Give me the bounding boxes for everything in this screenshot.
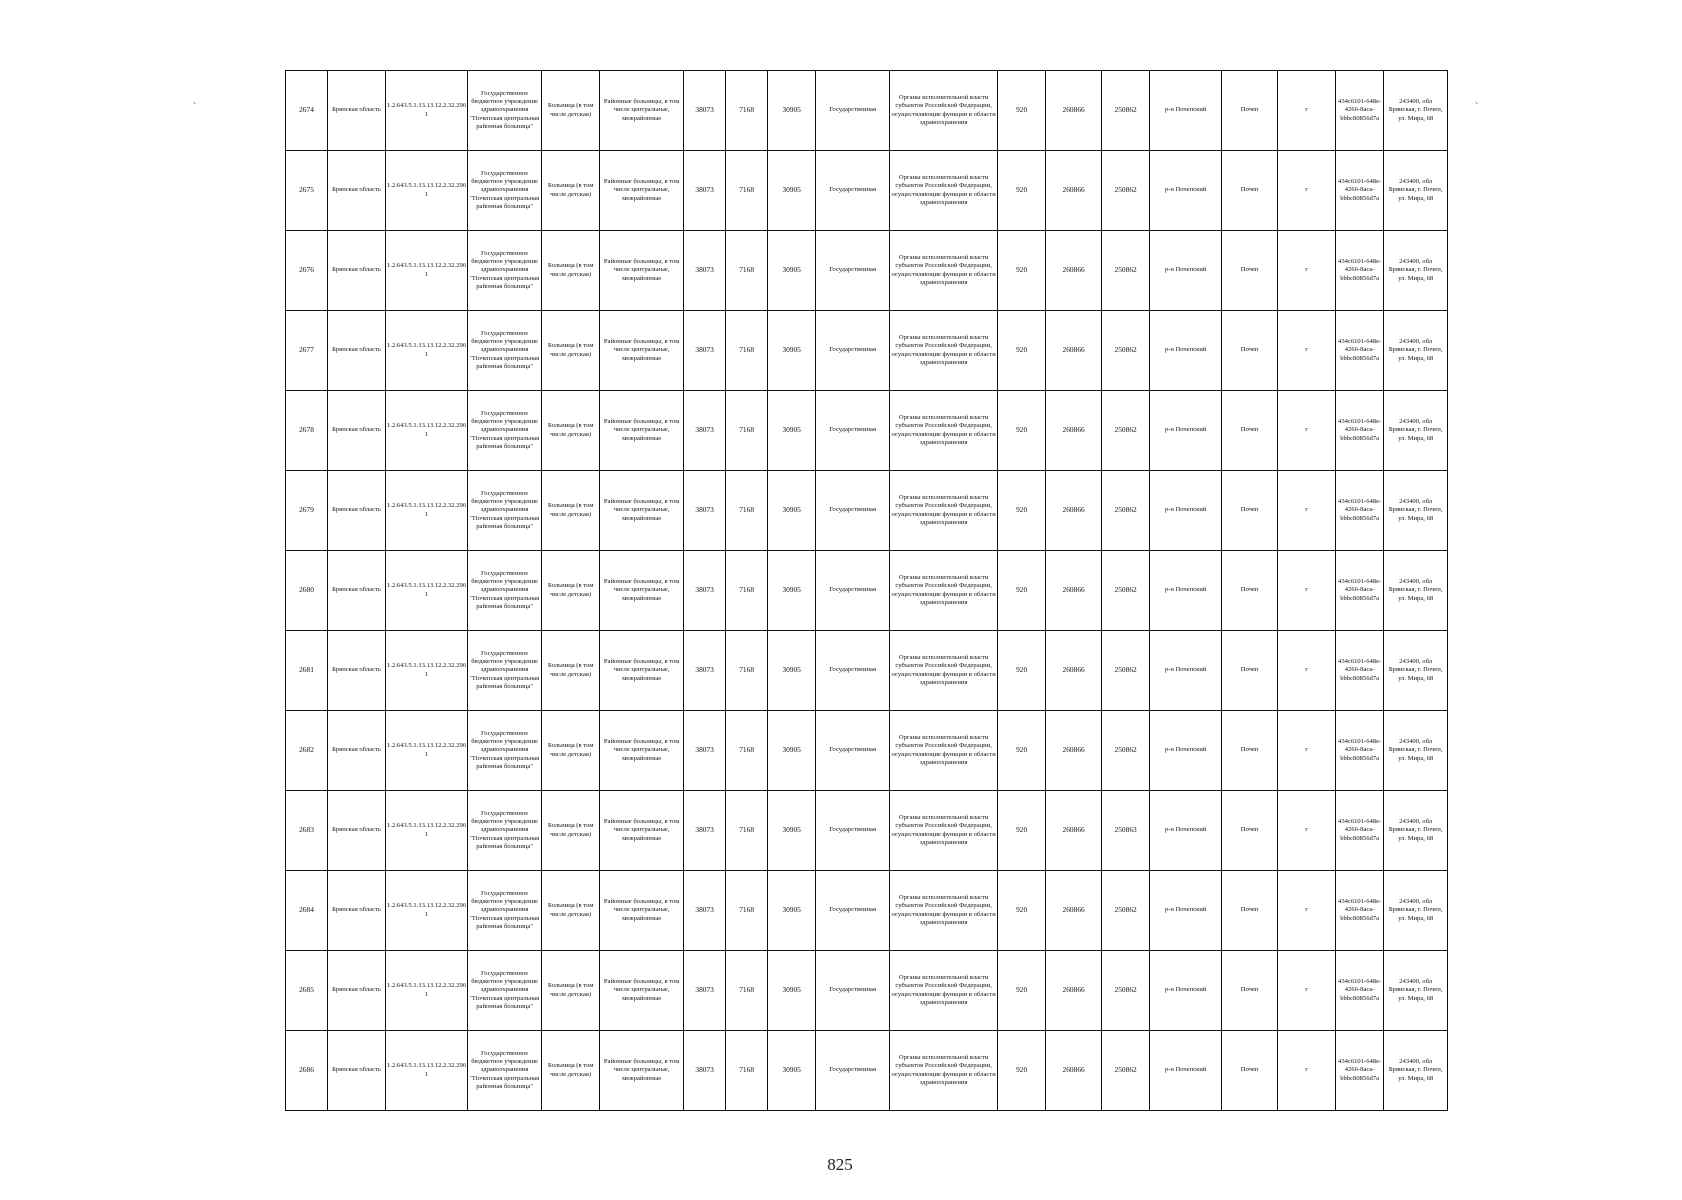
cell-row-id: 2683	[286, 791, 328, 871]
cell-org-type: Больница (в том числе детская)	[542, 871, 600, 951]
cell-guid: 434c6101-648e-4266-8aca-bbbc80856d7a	[1336, 471, 1384, 551]
cell-row-id: 2686	[286, 1031, 328, 1111]
cell-ownership: Государственная	[816, 791, 890, 871]
cell-org-type: Больница (в том числе детская)	[542, 1031, 600, 1111]
cell-row-id: 2684	[286, 871, 328, 951]
cell-ownership: Государственная	[816, 391, 890, 471]
cell-n6: 250862	[1102, 871, 1150, 951]
cell-region: Брянская область	[328, 71, 386, 151]
cell-ownership: Государственная	[816, 311, 890, 391]
cell-region: Брянская область	[328, 551, 386, 631]
cell-city-type: г	[1278, 311, 1336, 391]
cell-ownership: Государственная	[816, 631, 890, 711]
cell-n3: 30905	[768, 551, 816, 631]
cell-code: 1.2.643.5.1.13.13.12.2.32.296 1	[386, 71, 468, 151]
cell-address: 243400, обл Брянская, г. Почеп, ул. Мира, 68	[1384, 951, 1448, 1031]
cell-category: Районные больницы, в том числе центральные, межрайонные	[600, 951, 684, 1031]
cell-n3: 30905	[768, 471, 816, 551]
cell-address: 243400, обл Брянская, г. Почеп, ул. Мира, 68	[1384, 311, 1448, 391]
cell-ownership: Государственная	[816, 871, 890, 951]
cell-authority: Органы исполнительной власти субъектов Российской Федерации, осуществляющие функции в области здравоохранения	[890, 631, 998, 711]
cell-n3: 30905	[768, 711, 816, 791]
cell-city: Почеп	[1222, 871, 1278, 951]
cell-city-type: г	[1278, 471, 1336, 551]
table-row	[286, 951, 1448, 1031]
cell-org-name: Государственное бюджетное учреждение здравоохранения "Почепская центральная районная больница"	[468, 711, 542, 791]
cell-guid: 434c6101-648e-4266-8aca-bbbc80856d7a	[1336, 791, 1384, 871]
cell-n2: 7168	[726, 151, 768, 231]
cell-address: 243400, обл Брянская, г. Почеп, ул. Мира, 68	[1384, 151, 1448, 231]
cell-n3: 30905	[768, 231, 816, 311]
cell-category: Районные больницы, в том числе центральные, межрайонные	[600, 551, 684, 631]
cell-org-type: Больница (в том числе детская)	[542, 791, 600, 871]
cell-code: 1.2.643.5.1.13.13.12.2.32.296 1	[386, 151, 468, 231]
cell-district: р-н Почепский	[1150, 951, 1222, 1031]
cell-n4: 920	[998, 151, 1046, 231]
cell-org-name: Государственное бюджетное учреждение здравоохранения "Почепская центральная районная больница"	[468, 71, 542, 151]
cell-address: 243400, обл Брянская, г. Почеп, ул. Мира, 68	[1384, 711, 1448, 791]
cell-code: 1.2.643.5.1.13.13.12.2.32.296 1	[386, 951, 468, 1031]
cell-region: Брянская область	[328, 951, 386, 1031]
cell-n5: 260866	[1046, 151, 1102, 231]
cell-org-type: Больница (в том числе детская)	[542, 551, 600, 631]
cell-ownership: Государственная	[816, 1031, 890, 1111]
cell-n4: 920	[998, 551, 1046, 631]
cell-n6: 250863	[1102, 791, 1150, 871]
cell-city: Почеп	[1222, 151, 1278, 231]
cell-n2: 7168	[726, 711, 768, 791]
cell-org-name: Государственное бюджетное учреждение здравоохранения "Почепская центральная районная больница"	[468, 391, 542, 471]
cell-category: Районные больницы, в том числе центральные, межрайонные	[600, 391, 684, 471]
cell-district: р-н Почепский	[1150, 311, 1222, 391]
cell-org-name: Государственное бюджетное учреждение здравоохранения "Почепская центральная районная больница"	[468, 551, 542, 631]
cell-city: Почеп	[1222, 311, 1278, 391]
cell-n2: 7168	[726, 631, 768, 711]
cell-n5: 260866	[1046, 471, 1102, 551]
cell-address: 243400, обл Брянская, г. Почеп, ул. Мира, 68	[1384, 791, 1448, 871]
cell-n5: 260866	[1046, 551, 1102, 631]
cell-n1: 38073	[684, 311, 726, 391]
cell-row-id: 2676	[286, 231, 328, 311]
cell-region: Брянская область	[328, 231, 386, 311]
table-row	[286, 151, 1448, 231]
cell-org-type: Больница (в том числе детская)	[542, 231, 600, 311]
cell-district: р-н Почепский	[1150, 391, 1222, 471]
cell-code: 1.2.643.5.1.13.13.12.2.32.296 1	[386, 711, 468, 791]
cell-n3: 30905	[768, 71, 816, 151]
cell-n2: 7168	[726, 71, 768, 151]
cell-code: 1.2.643.5.1.13.13.12.2.32.296 1	[386, 791, 468, 871]
cell-address: 243400, обл Брянская, г. Почеп, ул. Мира, 68	[1384, 391, 1448, 471]
table-row	[286, 311, 1448, 391]
cell-authority: Органы исполнительной власти субъектов Российской Федерации, осуществляющие функции в области здравоохранения	[890, 471, 998, 551]
cell-city: Почеп	[1222, 471, 1278, 551]
cell-guid: 434c6101-648e-4266-8aca-bbbc80856d7a	[1336, 631, 1384, 711]
cell-code: 1.2.643.5.1.13.13.12.2.32.296 1	[386, 471, 468, 551]
cell-row-id: 2679	[286, 471, 328, 551]
cell-code: 1.2.643.5.1.13.13.12.2.32.296 1	[386, 231, 468, 311]
cell-org-type: Больница (в том числе детская)	[542, 711, 600, 791]
cell-category: Районные больницы, в том числе центральные, межрайонные	[600, 711, 684, 791]
cell-address: 243400, обл Брянская, г. Почеп, ул. Мира, 68	[1384, 871, 1448, 951]
cell-ownership: Государственная	[816, 471, 890, 551]
cell-ownership: Государственная	[816, 951, 890, 1031]
cell-n6: 250862	[1102, 1031, 1150, 1111]
cell-authority: Органы исполнительной власти субъектов Российской Федерации, осуществляющие функции в области здравоохранения	[890, 71, 998, 151]
cell-district: р-н Почепский	[1150, 231, 1222, 311]
cell-ownership: Государственная	[816, 231, 890, 311]
cell-org-name: Государственное бюджетное учреждение здравоохранения "Почепская центральная районная больница"	[468, 471, 542, 551]
cell-n6: 250862	[1102, 311, 1150, 391]
cell-authority: Органы исполнительной власти субъектов Российской Федерации, осуществляющие функции в области здравоохранения	[890, 231, 998, 311]
cell-city: Почеп	[1222, 631, 1278, 711]
cell-n3: 30905	[768, 1031, 816, 1111]
cell-guid: 434c6101-648e-4266-8aca-bbbc80856d7a	[1336, 151, 1384, 231]
cell-n6: 250862	[1102, 151, 1150, 231]
cell-district: р-н Почепский	[1150, 71, 1222, 151]
cell-city-type: г	[1278, 711, 1336, 791]
cell-n5: 260866	[1046, 951, 1102, 1031]
cell-guid: 434c6101-648e-4266-8aca-bbbc80856d7a	[1336, 711, 1384, 791]
cell-n1: 38073	[684, 551, 726, 631]
cell-region: Брянская область	[328, 791, 386, 871]
table-row	[286, 471, 1448, 551]
cell-authority: Органы исполнительной власти субъектов Российской Федерации, осуществляющие функции в области здравоохранения	[890, 711, 998, 791]
cell-authority: Органы исполнительной власти субъектов Российской Федерации, осуществляющие функции в области здравоохранения	[890, 551, 998, 631]
cell-n5: 260866	[1046, 631, 1102, 711]
cell-district: р-н Почепский	[1150, 711, 1222, 791]
scan-mark: `	[193, 102, 197, 113]
cell-city-type: г	[1278, 791, 1336, 871]
cell-address: 243400, обл Брянская, г. Почеп, ул. Мира, 68	[1384, 471, 1448, 551]
cell-category: Районные больницы, в том числе центральные, межрайонные	[600, 1031, 684, 1111]
table-row	[286, 711, 1448, 791]
table-row	[286, 71, 1448, 151]
cell-district: р-н Почепский	[1150, 631, 1222, 711]
cell-category: Районные больницы, в том числе центральные, межрайонные	[600, 151, 684, 231]
cell-authority: Органы исполнительной власти субъектов Российской Федерации, осуществляющие функции в области здравоохранения	[890, 1031, 998, 1111]
cell-n6: 250862	[1102, 711, 1150, 791]
cell-guid: 434c6101-648e-4266-8aca-bbbc80856d7a	[1336, 951, 1384, 1031]
cell-n1: 38073	[684, 711, 726, 791]
cell-category: Районные больницы, в том числе центральные, межрайонные	[600, 791, 684, 871]
cell-n5: 260866	[1046, 391, 1102, 471]
cell-n3: 30905	[768, 951, 816, 1031]
cell-n4: 920	[998, 631, 1046, 711]
cell-n4: 920	[998, 311, 1046, 391]
cell-guid: 434c6101-648e-4266-8aca-bbbc80856d7a	[1336, 311, 1384, 391]
cell-authority: Органы исполнительной власти субъектов Российской Федерации, осуществляющие функции в области здравоохранения	[890, 791, 998, 871]
cell-district: р-н Почепский	[1150, 551, 1222, 631]
cell-authority: Органы исполнительной власти субъектов Российской Федерации, осуществляющие функции в области здравоохранения	[890, 871, 998, 951]
cell-n2: 7168	[726, 951, 768, 1031]
cell-n3: 30905	[768, 791, 816, 871]
cell-n1: 38073	[684, 1031, 726, 1111]
cell-n1: 38073	[684, 231, 726, 311]
cell-ownership: Государственная	[816, 551, 890, 631]
cell-region: Брянская область	[328, 311, 386, 391]
cell-authority: Органы исполнительной власти субъектов Российской Федерации, осуществляющие функции в области здравоохранения	[890, 391, 998, 471]
cell-ownership: Государственная	[816, 71, 890, 151]
cell-address: 243400, обл Брянская, г. Почеп, ул. Мира, 68	[1384, 631, 1448, 711]
table-row	[286, 231, 1448, 311]
cell-n2: 7168	[726, 471, 768, 551]
cell-city-type: г	[1278, 871, 1336, 951]
cell-n1: 38073	[684, 951, 726, 1031]
cell-address: 243400, обл Брянская, г. Почеп, ул. Мира, 68	[1384, 551, 1448, 631]
cell-n4: 920	[998, 231, 1046, 311]
cell-district: р-н Почепский	[1150, 471, 1222, 551]
cell-n4: 920	[998, 391, 1046, 471]
cell-n4: 920	[998, 951, 1046, 1031]
cell-ownership: Государственная	[816, 711, 890, 791]
cell-guid: 434c6101-648e-4266-8aca-bbbc80856d7a	[1336, 391, 1384, 471]
cell-guid: 434c6101-648e-4266-8aca-bbbc80856d7a	[1336, 231, 1384, 311]
cell-n4: 920	[998, 471, 1046, 551]
cell-n2: 7168	[726, 551, 768, 631]
cell-n3: 30905	[768, 311, 816, 391]
cell-city: Почеп	[1222, 951, 1278, 1031]
cell-district: р-н Почепский	[1150, 871, 1222, 951]
cell-category: Районные больницы, в том числе центральные, межрайонные	[600, 311, 684, 391]
cell-code: 1.2.643.5.1.13.13.12.2.32.296 1	[386, 1031, 468, 1111]
cell-n3: 30905	[768, 631, 816, 711]
cell-org-type: Больница (в том числе детская)	[542, 471, 600, 551]
cell-city-type: г	[1278, 71, 1336, 151]
table-row	[286, 391, 1448, 471]
cell-org-name: Государственное бюджетное учреждение здравоохранения "Почепская центральная районная больница"	[468, 951, 542, 1031]
cell-org-type: Больница (в том числе детская)	[542, 631, 600, 711]
cell-city: Почеп	[1222, 551, 1278, 631]
cell-city: Почеп	[1222, 391, 1278, 471]
cell-address: 243400, обл Брянская, г. Почеп, ул. Мира, 68	[1384, 71, 1448, 151]
cell-region: Брянская область	[328, 391, 386, 471]
cell-code: 1.2.643.5.1.13.13.12.2.32.296 1	[386, 631, 468, 711]
cell-city: Почеп	[1222, 71, 1278, 151]
cell-n6: 250862	[1102, 471, 1150, 551]
cell-row-id: 2677	[286, 311, 328, 391]
cell-district: р-н Почепский	[1150, 1031, 1222, 1111]
cell-n2: 7168	[726, 231, 768, 311]
cell-n2: 7168	[726, 791, 768, 871]
cell-row-id: 2674	[286, 71, 328, 151]
cell-org-name: Государственное бюджетное учреждение здравоохранения "Почепская центральная районная больница"	[468, 871, 542, 951]
cell-city-type: г	[1278, 391, 1336, 471]
cell-n5: 260866	[1046, 311, 1102, 391]
page-number: 825	[827, 1155, 853, 1174]
cell-row-id: 2675	[286, 151, 328, 231]
cell-n5: 260866	[1046, 71, 1102, 151]
cell-region: Брянская область	[328, 871, 386, 951]
cell-n4: 920	[998, 1031, 1046, 1111]
cell-n6: 250862	[1102, 71, 1150, 151]
cell-guid: 434c6101-648e-4266-8aca-bbbc80856d7a	[1336, 1031, 1384, 1111]
cell-authority: Органы исполнительной власти субъектов Российской Федерации, осуществляющие функции в области здравоохранения	[890, 311, 998, 391]
cell-n1: 38073	[684, 471, 726, 551]
cell-n6: 250862	[1102, 231, 1150, 311]
cell-category: Районные больницы, в том числе центральные, межрайонные	[600, 231, 684, 311]
cell-n6: 250862	[1102, 391, 1150, 471]
cell-city-type: г	[1278, 151, 1336, 231]
cell-org-name: Государственное бюджетное учреждение здравоохранения "Почепская центральная районная больница"	[468, 631, 542, 711]
records-body	[286, 71, 1448, 1111]
cell-n4: 920	[998, 791, 1046, 871]
cell-guid: 434c6101-648e-4266-8aca-bbbc80856d7a	[1336, 551, 1384, 631]
cell-n1: 38073	[684, 631, 726, 711]
cell-category: Районные больницы, в том числе центральные, межрайонные	[600, 71, 684, 151]
cell-row-id: 2680	[286, 551, 328, 631]
cell-authority: Органы исполнительной власти субъектов Российской Федерации, осуществляющие функции в области здравоохранения	[890, 951, 998, 1031]
cell-n3: 30905	[768, 151, 816, 231]
cell-city: Почеп	[1222, 791, 1278, 871]
cell-row-id: 2681	[286, 631, 328, 711]
table-row	[286, 871, 1448, 951]
cell-n4: 920	[998, 711, 1046, 791]
cell-code: 1.2.643.5.1.13.13.12.2.32.296 1	[386, 551, 468, 631]
cell-org-type: Больница (в том числе детская)	[542, 391, 600, 471]
cell-region: Брянская область	[328, 631, 386, 711]
cell-org-type: Больница (в том числе детская)	[542, 951, 600, 1031]
cell-district: р-н Почепский	[1150, 791, 1222, 871]
table-row	[286, 631, 1448, 711]
cell-org-name: Государственное бюджетное учреждение здравоохранения "Почепская центральная районная больница"	[468, 311, 542, 391]
cell-org-name: Государственное бюджетное учреждение здравоохранения "Почепская центральная районная больница"	[468, 151, 542, 231]
cell-n6: 250862	[1102, 951, 1150, 1031]
cell-n5: 260866	[1046, 1031, 1102, 1111]
cell-city: Почеп	[1222, 1031, 1278, 1111]
cell-city-type: г	[1278, 951, 1336, 1031]
cell-n5: 260866	[1046, 791, 1102, 871]
table-row	[286, 551, 1448, 631]
cell-n6: 250862	[1102, 551, 1150, 631]
scan-mark: `	[1475, 102, 1479, 113]
cell-n1: 38073	[684, 391, 726, 471]
cell-region: Брянская область	[328, 471, 386, 551]
cell-n4: 920	[998, 71, 1046, 151]
cell-region: Брянская область	[328, 151, 386, 231]
cell-n1: 38073	[684, 791, 726, 871]
cell-n2: 7168	[726, 1031, 768, 1111]
cell-n2: 7168	[726, 391, 768, 471]
cell-n3: 30905	[768, 391, 816, 471]
cell-city: Почеп	[1222, 711, 1278, 791]
cell-code: 1.2.643.5.1.13.13.12.2.32.296 1	[386, 391, 468, 471]
cell-category: Районные больницы, в том числе центральные, межрайонные	[600, 471, 684, 551]
cell-category: Районные больницы, в том числе центральные, межрайонные	[600, 631, 684, 711]
cell-org-type: Больница (в том числе детская)	[542, 151, 600, 231]
cell-address: 243400, обл Брянская, г. Почеп, ул. Мира, 68	[1384, 1031, 1448, 1111]
cell-city-type: г	[1278, 231, 1336, 311]
cell-org-name: Государственное бюджетное учреждение здравоохранения "Почепская центральная районная больница"	[468, 791, 542, 871]
cell-region: Брянская область	[328, 711, 386, 791]
cell-n1: 38073	[684, 871, 726, 951]
cell-city-type: г	[1278, 551, 1336, 631]
cell-address: 243400, обл Брянская, г. Почеп, ул. Мира, 68	[1384, 231, 1448, 311]
cell-n2: 7168	[726, 871, 768, 951]
table-row	[286, 1031, 1448, 1111]
cell-n2: 7168	[726, 311, 768, 391]
cell-n5: 260866	[1046, 711, 1102, 791]
document-sheet	[285, 70, 1448, 1111]
cell-n3: 30905	[768, 871, 816, 951]
cell-n1: 38073	[684, 71, 726, 151]
table-row	[286, 791, 1448, 871]
cell-n4: 920	[998, 871, 1046, 951]
cell-org-type: Больница (в том числе детская)	[542, 71, 600, 151]
cell-row-id: 2682	[286, 711, 328, 791]
cell-n5: 260866	[1046, 871, 1102, 951]
cell-code: 1.2.643.5.1.13.13.12.2.32.296 1	[386, 871, 468, 951]
cell-guid: 434c6101-648e-4266-8aca-bbbc80856d7a	[1336, 871, 1384, 951]
cell-guid: 434c6101-648e-4266-8aca-bbbc80856d7a	[1336, 71, 1384, 151]
cell-authority: Органы исполнительной власти субъектов Российской Федерации, осуществляющие функции в области здравоохранения	[890, 151, 998, 231]
cell-n1: 38073	[684, 151, 726, 231]
cell-n6: 250862	[1102, 631, 1150, 711]
cell-district: р-н Почепский	[1150, 151, 1222, 231]
cell-ownership: Государственная	[816, 151, 890, 231]
cell-row-id: 2685	[286, 951, 328, 1031]
cell-city-type: г	[1278, 631, 1336, 711]
records-table	[285, 70, 1448, 1111]
cell-city: Почеп	[1222, 231, 1278, 311]
cell-category: Районные больницы, в том числе центральные, межрайонные	[600, 871, 684, 951]
cell-org-name: Государственное бюджетное учреждение здравоохранения "Почепская центральная районная больница"	[468, 231, 542, 311]
cell-org-type: Больница (в том числе детская)	[542, 311, 600, 391]
cell-city-type: г	[1278, 1031, 1336, 1111]
cell-n5: 260866	[1046, 231, 1102, 311]
cell-region: Брянская область	[328, 1031, 386, 1111]
cell-row-id: 2678	[286, 391, 328, 471]
cell-org-name: Государственное бюджетное учреждение здравоохранения "Почепская центральная районная больница"	[468, 1031, 542, 1111]
cell-code: 1.2.643.5.1.13.13.12.2.32.296 1	[386, 311, 468, 391]
